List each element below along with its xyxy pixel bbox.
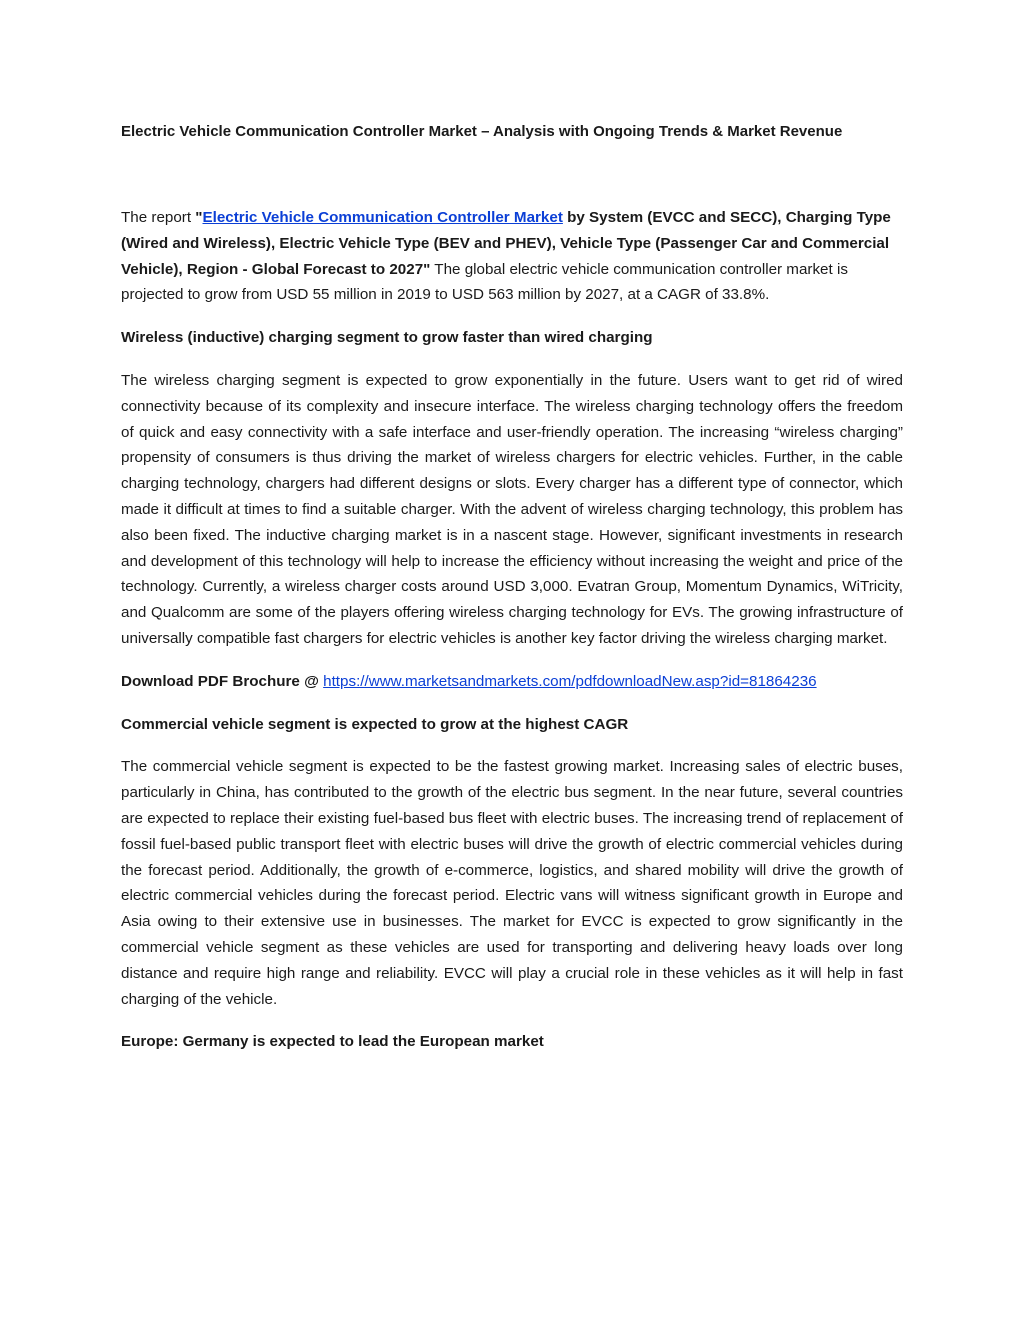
report-link[interactable]: Electric Vehicle Communication Controller Market <box>202 209 563 226</box>
section-heading-wireless: Wireless (inductive) charging segment to grow faster than wired charging <box>121 329 653 347</box>
document-title: Electric Vehicle Communication Controller Market – Analysis with Ongoing Trends & Market Revenue <box>121 123 843 140</box>
download-brochure-line <box>121 669 903 695</box>
intro-quote-open: " <box>195 209 203 226</box>
section-body-wireless: The wireless charging segment is expected to grow exponentially in the future. Users want to get rid of wired connectivity because of its complexity and insecure interface. The wireless charging technology offers the freedom of quick and easy connectivity with a safe interface and user-friendly operation. The increasing “wireless charging” propensity of consumers is thus driving the market of wireless chargers for electric vehicles. Further, in the cable charging technology, chargers had different designs or slots. Every charger has a different type of connector, which made it difficult at times to find a suitable charger. With the advent of wireless charging technology, this problem has also been fixed. The inductive charging market is in a nascent stage. However, significant investments in research and development of this technology will help to increase the efficiency without increasing the weight and price of the technology. Currently, a wireless charger costs around USD 3,000. Evatran Group, Momentum Dynamics, WiTricity, and Qualcomm are some of the players offering wireless charging technology for EVs. The growing infrastructure of universally compatible fast chargers for electric vehicles is another key factor driving the wireless charging market. <box>121 371 903 647</box>
download-label: Download PDF Brochure @ <box>121 672 324 690</box>
document-content <box>121 205 903 1072</box>
intro-prefix: The report <box>121 209 196 226</box>
intro-paragraph <box>121 205 903 308</box>
intro-report-title-rest: by System (EVCC and SECC), Charging Type (Wired and Wireless), Electric Vehicle Type (BEV and PHEV), Vehicle Type (Passenger Car and Commercial Vehicle), Region - Global Forecast to 2027" <box>121 209 891 278</box>
section-body-commercial: The commercial vehicle segment is expected to be the fastest growing market. Increasing sales of electric buses, particularly in China, has contributed to the growth of the electric bus segment. In the near future, several countries are expected to replace their existing fuel-based bus fleet with electric buses. The increasing trend of replacement of fossil fuel-based public transport fleet with electric buses will drive the growth of electric commercial vehicles during the forecast period. Additionally, the growth of e-commerce, logistics, and shared mobility will drive the growth of electric commercial vehicles during the forecast period. Electric vans will witness significant growth in Europe and Asia owing to their extensive use in businesses. The market for EVCC is expected to grow significantly in the commercial vehicle segment as these vehicles are used for transporting and delivering heavy loads over long distance and require high range and reliability. EVCC will play a crucial role in these vehicles as it will help in fast charging of the vehicle. <box>121 758 903 1008</box>
brochure-download-link[interactable]: https://www.marketsandmarkets.com/pdfdownloadNew.asp?id=81864236 <box>323 672 817 690</box>
section-heading-europe: Europe: Germany is expected to lead the European market <box>121 1033 544 1051</box>
intro-summary: The global electric vehicle communication controller market is projected to grow from USD 55 million in 2019 to USD 563 million by 2027, at a CAGR of 33.8%. <box>121 260 848 304</box>
section-heading-commercial: Commercial vehicle segment is expected to grow at the highest CAGR <box>121 715 629 733</box>
